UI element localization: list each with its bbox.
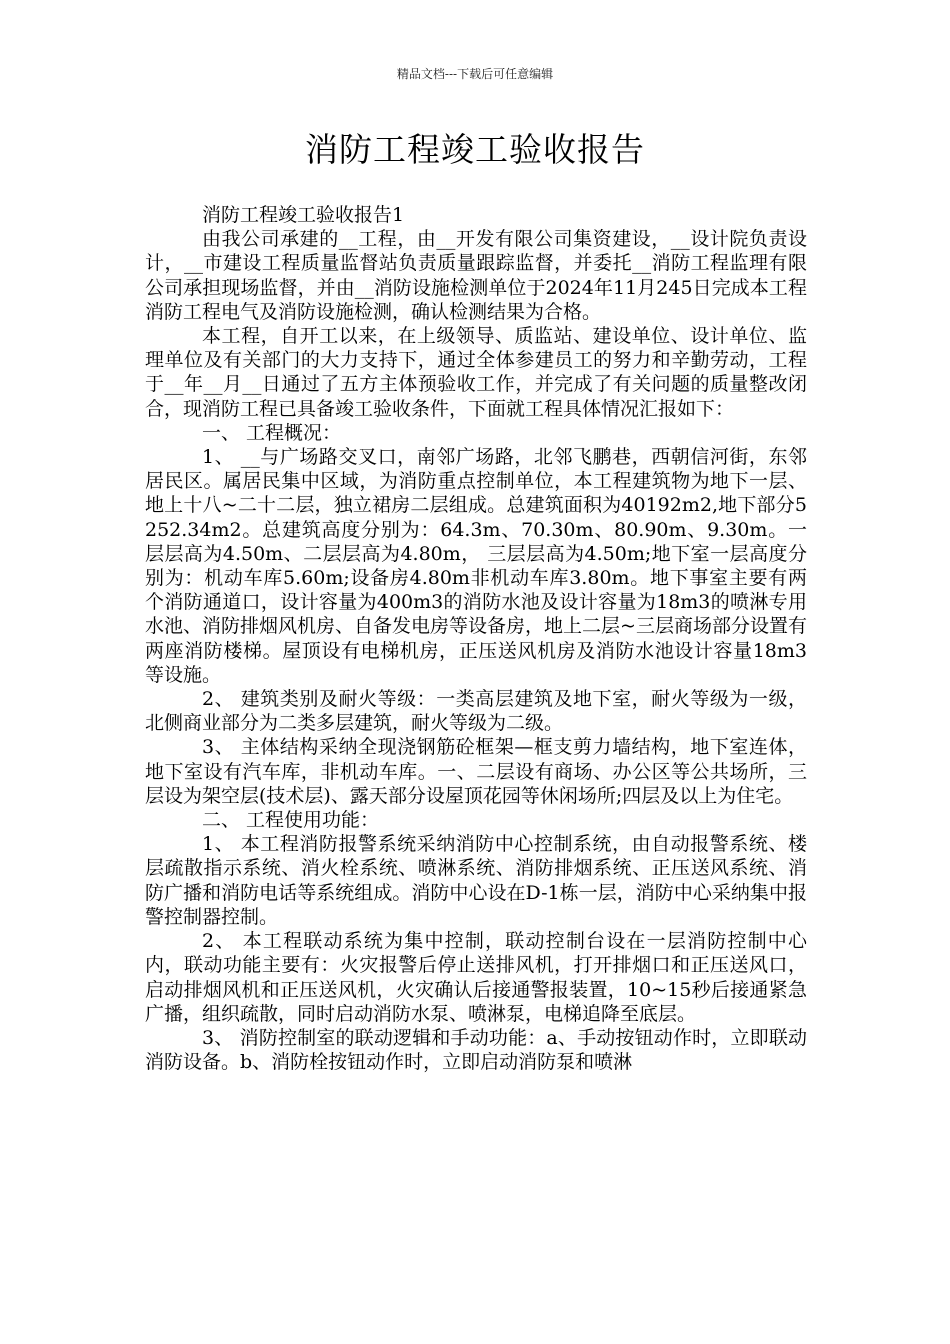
body-paragraph: 3、 消防控制室的联动逻辑和手动功能：a、手动按钮动作时，立即联动消防设备。b、消防栓按钮动作时，立即启动消防泵和喷淋 xyxy=(145,1026,807,1074)
section-heading: 一、 工程概况： xyxy=(202,421,342,444)
body-paragraph: 1、 本工程消防报警系统采纳消防中心控制系统，由自动报警系统、楼层疏散指示系统、消火栓系统、喷淋系统、消防排烟系统、正压送风系统、消防广播和消防电话等系统组成。消防中心设在D-1栋一层，消防中心采纳集中报警控制器控制。 xyxy=(145,833,807,928)
document-body xyxy=(145,203,807,1074)
document-title: 消防工程竣工验收报告 xyxy=(305,130,645,169)
body-paragraph: 本工程，自开工以来，在上级领导、质监站、建设单位、设计单位、监理单位及有关部门的大力支持下，通过全体参建员工的努力和辛勤劳动，工程于__年__月__日通过了五方主体预验收工作，并完成了有关问题的质量整改闭合，现消防工程已具备竣工验收条件，下面就工程具体情况汇报如下： xyxy=(145,325,807,420)
body-paragraph: 3、 主体结构采纳全现浇钢筋砼框架—框支剪力墙结构，地下室连体，地下室设有汽车库，非机动车库。一、二层设有商场、办公区等公共场所，三层设为架空层(技术层)、露天部分设屋顶花园等休闲场所;四层及以上为住宅。 xyxy=(145,736,807,807)
subtitle-paragraph: 消防工程竣工验收报告1 xyxy=(202,204,405,226)
body-paragraph: 2、 本工程联动系统为集中控制，联动控制台设在一层消防控制中心内，联动功能主要有：火灾报警后停止送排风机，打开排烟口和正压送风口，启动排烟风机和正压送风机，火灾确认后接通警报装置，10~15秒后接通紧急广播，组织疏散，同时启动消防水泵、喷淋泵，电梯追降至底层。 xyxy=(145,930,807,1025)
section-heading: 二、 工程使用功能： xyxy=(202,809,380,832)
page-header: 精品文档---下载后可任意编辑 xyxy=(396,67,554,81)
body-paragraph: 由我公司承建的__工程，由__开发有限公司集资建设，__设计院负责设计，__市建设工程质量监督站负责质量跟踪监督，并委托__消防工程监理有限公司承担现场监督，并由__消防设施检测单位于2024年11月245日完成本工程消防工程电气及消防设施检测，确认检测结果为合格。 xyxy=(145,228,807,323)
body-paragraph: 1、 __与广场路交叉口，南邻广场路，北邻飞鹏巷，西朝信河街，东邻居民区。属居民集中区域，为消防重点控制单位，本工程建筑物为地下一层、地上十八~二十二层，独立裙房二层组成。总建筑面积为40192m2,地下部分5252.34m2。总建筑高度分别为：64.3m、70.30m、80.90m、9.30m。一层层高为4.50m、二层层高为4.80m， 三层层高为4.50m;地下室一层高度分别为：机动车库5.60m;设备房4.80m非机动车库3.80m。地下事室主要有两个消防通道口，设计容量为400m3的消防水池及设计容量为18m3的喷淋专用水池、消防排烟风机房、自备发电房等设备房，地上二层~三层商场部分设置有两座消防楼梯。屋顶设有电梯机房，正压送风机房及消防水池设计容量18m3等设施。 xyxy=(145,446,807,686)
body-paragraph: 2、 建筑类别及耐火等级：一类高层建筑及地下室，耐火等级为一级，北侧商业部分为二类多层建筑，耐火等级为二级。 xyxy=(145,688,807,735)
